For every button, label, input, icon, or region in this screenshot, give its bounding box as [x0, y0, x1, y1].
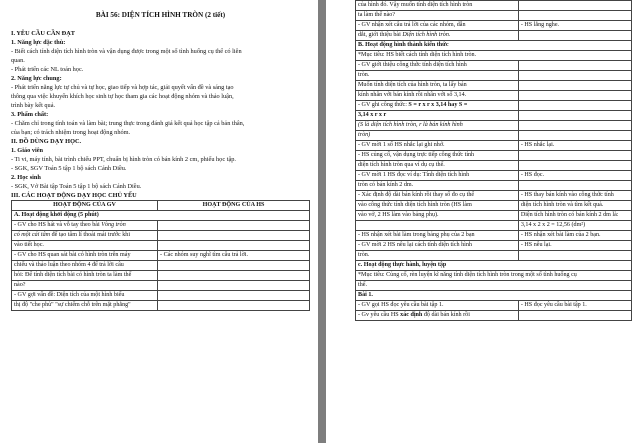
student-activity-cell	[518, 81, 631, 91]
table-row	[12, 241, 310, 251]
teacher-activity-cell	[356, 11, 519, 21]
cell-text: ta làm thế nào?	[358, 12, 396, 18]
student-activity-cell	[158, 231, 310, 241]
student-activity-cell	[518, 151, 631, 161]
table-row	[356, 221, 632, 231]
cell-text: Muốn tính diện tích của hình tròn, ta lấy bán	[358, 82, 467, 88]
cell-text: - GV cho HS quan sát bài có hình tròn trên máy	[14, 252, 131, 258]
table-row	[356, 111, 632, 121]
header-student-activity: HOẠT ĐỘNG CỦA HS	[158, 201, 310, 211]
cell-text: tròn.	[358, 252, 370, 258]
paragraph-line: - SGK, SGV Toán 5 tập 1 bộ sách Cánh Diều.	[11, 165, 127, 172]
student-activity-cell	[158, 221, 310, 231]
section-cell: B. Hoạt động hình thành kiến thức	[356, 41, 632, 51]
cell-text: - GV giới thiệu công thức tính diện tích hình	[358, 62, 467, 68]
left-page	[0, 0, 318, 443]
cell-text: - HS đọc yêu cầu bài tập 1.	[520, 302, 587, 308]
cell-text: - GV cho HS hát và vỗ tay theo bài	[14, 222, 102, 228]
teacher-activity-cell	[356, 241, 519, 251]
student-activity-cell	[158, 301, 310, 311]
section-row	[356, 41, 632, 51]
teacher-activity-cell	[356, 61, 519, 71]
teacher-activity-cell	[356, 21, 519, 31]
teacher-activity-cell	[356, 251, 519, 261]
section-row	[356, 261, 632, 271]
table-row	[356, 101, 632, 111]
cell-text: S = r x r x 3,14 hay S =	[408, 102, 468, 108]
cell-text: tròn.	[358, 72, 370, 78]
student-activity-cell	[518, 91, 631, 101]
activity-table-right	[355, 0, 632, 321]
section-heading: 1. Giáo viên	[11, 147, 44, 154]
teacher-activity-cell	[356, 231, 519, 241]
teacher-activity-cell	[356, 221, 519, 231]
cell-text: - HS lắng nghe.	[520, 22, 560, 28]
table-row	[12, 231, 310, 241]
cell-text: có một cái tâm	[14, 232, 51, 238]
table-row	[356, 301, 632, 311]
student-activity-cell	[518, 141, 631, 151]
lesson-intro	[11, 29, 310, 200]
table-row	[356, 31, 632, 41]
student-activity-cell	[518, 221, 631, 231]
cell-text: (S là diện tích hình tròn, r là bán kính hình	[358, 122, 463, 128]
section-heading: I. YÊU CẦU CẦN ĐẠT	[11, 30, 75, 37]
lesson-title: BÀI 56: DIỆN TÍCH HÌNH TRÒN (2 tiết)	[95, 11, 226, 19]
section-row	[356, 291, 632, 301]
cell-text: nào?	[14, 282, 26, 288]
table-row	[12, 291, 310, 301]
cell-text: - Các nhóm suy nghĩ tìm câu trả lời.	[160, 252, 249, 258]
section-row	[12, 211, 310, 221]
cell-text: - HS nhận xét bài làm trong bảng phụ của 2 bạn	[358, 232, 475, 238]
cell-text: thị độ "che phủ" "sự chiếm chỗ trên mặt phẳng"	[14, 302, 131, 308]
paragraph-line: quan.	[11, 57, 25, 64]
cell-text: 3,14 x r x r	[358, 112, 387, 118]
section-cell: thể.	[356, 281, 632, 291]
cell-text: - GV mời 1 số HS nhắc lại ghi nhớ.	[358, 142, 445, 148]
teacher-activity-cell	[12, 281, 158, 291]
table-row	[356, 311, 632, 321]
student-activity-cell	[518, 71, 631, 81]
teacher-activity-cell	[356, 121, 519, 131]
cell-text: Diện tích hình tròn có bán kính 2 dm là:	[520, 212, 619, 218]
table-row	[356, 141, 632, 151]
section-heading: 2. Học sinh	[11, 174, 41, 181]
right-page	[326, 0, 640, 443]
table-row	[356, 191, 632, 201]
cell-text: 3,14 x 2 x 2 = 12,56 (dm²)	[520, 222, 586, 228]
student-activity-cell	[518, 211, 631, 221]
teacher-activity-cell	[356, 191, 519, 201]
section-cell: Bài 1.	[356, 291, 632, 301]
teacher-activity-cell	[356, 181, 519, 191]
student-activity-cell	[158, 281, 310, 291]
cell-text: kính nhân với bán kính rồi nhân với số 3,14.	[358, 92, 467, 98]
section-row	[356, 271, 632, 281]
table-row	[356, 231, 632, 241]
table-row	[356, 241, 632, 251]
cell-text: - GV gọi HS đọc yêu cầu bài tập 1.	[358, 302, 444, 308]
student-activity-cell	[518, 121, 631, 131]
table-row	[356, 181, 632, 191]
section-heading: 3. Phẩm chất:	[11, 111, 49, 118]
table-header-row	[12, 201, 310, 211]
teacher-activity-cell	[12, 231, 158, 241]
section-heading: III. CÁC HOẠT ĐỘNG DẠY HỌC CHỦ YẾU	[11, 192, 137, 199]
paragraph-line: - Phát triển các NL toán học.	[11, 66, 84, 73]
cell-text: tròn có bán kính 2 dm.	[358, 182, 414, 188]
student-activity-cell	[158, 241, 310, 251]
student-activity-cell	[158, 261, 310, 271]
student-activity-cell	[518, 241, 631, 251]
table-row	[356, 251, 632, 261]
teacher-activity-cell	[12, 271, 158, 281]
cell-text: của hình đó. Vậy muốn tính diện tích hình tròn	[358, 2, 473, 8]
table-row	[356, 171, 632, 181]
section-cell: c. Hoạt động thực hành, luyện tập	[356, 261, 632, 271]
section-row	[356, 51, 632, 61]
teacher-activity-cell	[356, 161, 519, 171]
table-row	[356, 151, 632, 161]
table-row	[356, 71, 632, 81]
cell-text: - Gv yêu cầu HS	[358, 312, 401, 318]
student-activity-cell	[518, 191, 631, 201]
student-activity-cell	[518, 161, 631, 171]
teacher-activity-cell	[356, 111, 519, 121]
teacher-activity-cell	[356, 201, 519, 211]
cell-text: Vòng tròn	[101, 222, 126, 228]
activity-table-left	[11, 200, 310, 311]
table-row	[356, 61, 632, 71]
cell-text: tròn)	[358, 132, 371, 138]
paragraph-line: - Biết cách tính diện tích hình tròn và vận dụng được trong một số tình huống cụ thể có liên	[11, 48, 242, 55]
student-activity-cell	[518, 11, 631, 21]
teacher-activity-cell	[356, 91, 519, 101]
teacher-activity-cell	[12, 241, 158, 251]
cell-text: - GV mời 1 HS đọc ví dụ: Tính diện tích hình	[358, 172, 470, 178]
student-activity-cell	[518, 301, 631, 311]
section-heading: 1. Năng lực đặc thù:	[11, 39, 66, 46]
paragraph-line: trình bày kết quả.	[11, 102, 56, 109]
table-row	[12, 281, 310, 291]
cell-text: - HS đọc.	[520, 172, 545, 178]
student-activity-cell	[158, 251, 310, 261]
paragraph-line: thông qua việc khuyến khích học sinh tự học tham gia các hoạt động nhóm và thảo luận,	[11, 93, 234, 100]
table-row	[356, 161, 632, 171]
teacher-activity-cell	[356, 151, 519, 161]
teacher-activity-cell	[356, 131, 519, 141]
table-row	[356, 21, 632, 31]
section-cell: *Mục tiêu: Củng cố, rèn luyện kĩ năng tính diện tích hình tròn trong một số tình huống cụ	[356, 271, 632, 281]
table-row	[356, 131, 632, 141]
cell-text: vào công thức tính diện tích hình tròn (HS làm	[358, 202, 472, 208]
section-heading: II. ĐỒ DÙNG DẠY HỌC.	[11, 138, 82, 145]
cell-text: - GV nhận xét câu trả lời của các nhóm, dẫn	[358, 22, 466, 28]
table-row	[356, 211, 632, 221]
student-activity-cell	[518, 231, 631, 241]
student-activity-cell	[158, 271, 310, 281]
table-row	[356, 81, 632, 91]
cell-text: - GV gợi vấn đề: Diện tích của một hình biểu	[14, 292, 125, 298]
cell-text: - HS nhắc lại.	[520, 142, 555, 148]
paragraph-line: - Chăm chỉ trong tính toán và làm bài; trung thực trong đánh giá kết quả học tập cả bản thân,	[11, 120, 245, 127]
teacher-activity-cell	[12, 261, 158, 271]
teacher-activity-cell	[356, 1, 519, 11]
student-activity-cell	[518, 201, 631, 211]
teacher-activity-cell	[356, 211, 519, 221]
teacher-activity-cell	[356, 301, 519, 311]
teacher-activity-cell	[356, 71, 519, 81]
student-activity-cell	[518, 61, 631, 71]
student-activity-cell	[518, 181, 631, 191]
cell-text: - HS thay bán kính vào công thức tính	[520, 192, 614, 198]
section-heading: 2. Năng lực chung:	[11, 75, 62, 82]
table-row	[12, 221, 310, 231]
cell-text: dắt, giới thiệu bài	[358, 32, 403, 38]
cell-text: xác định	[400, 312, 423, 318]
student-activity-cell	[518, 1, 631, 11]
table-row	[12, 251, 310, 261]
cell-text: vào vở, 2 HS làm vào bảng phụ).	[358, 212, 439, 218]
teacher-activity-cell	[356, 31, 519, 41]
table-row	[356, 1, 632, 11]
table-row	[12, 261, 310, 271]
student-activity-cell	[518, 31, 631, 41]
student-activity-cell	[518, 171, 631, 181]
paragraph-line: - SGK, Vở Bài tập Toán 5 tập 1 bộ sách Cánh Diều.	[11, 183, 142, 190]
section-cell: *Mục tiêu: HS biết cách tính diện tích hình tròn.	[356, 51, 632, 61]
cell-text: - HS nêu lại.	[520, 242, 552, 248]
teacher-activity-cell	[356, 141, 519, 151]
table-row	[356, 91, 632, 101]
teacher-activity-cell	[12, 291, 158, 301]
header-teacher-activity: HOẠT ĐỘNG CỦA GV	[12, 201, 158, 211]
cell-text: hỏi: Để tính diện tích bài có hình tròn ta làm thế	[14, 272, 132, 278]
student-activity-cell	[518, 251, 631, 261]
section-row	[356, 281, 632, 291]
cell-text: diện tích hình tròn qua ví dụ cụ thể.	[358, 162, 445, 168]
student-activity-cell	[158, 291, 310, 301]
cell-text: - GV mời 2 HS nêu lại cách tính diện tích hình	[358, 242, 472, 248]
cell-text: chiếu và thảo luận theo nhóm 4 để trả lời câu	[14, 262, 124, 268]
section-cell: A. Hoạt động khởi động (5 phút)	[12, 211, 310, 221]
student-activity-cell	[518, 131, 631, 141]
table-row	[356, 201, 632, 211]
teacher-activity-cell	[12, 301, 158, 311]
teacher-activity-cell	[356, 81, 519, 91]
cell-text: - HS nhận xét bài làm của 2 bạn.	[520, 232, 601, 238]
teacher-activity-cell	[12, 221, 158, 231]
teacher-activity-cell	[356, 171, 519, 181]
student-activity-cell	[518, 311, 631, 321]
table-row	[12, 301, 310, 311]
cell-text: vào tiết học.	[14, 242, 44, 248]
paragraph-line: - Ti vi, máy tính, bài trình chiếu PPT, chuẩn bị hình tròn có bán kính 2 cm, phiếu học tập.	[11, 156, 236, 163]
paragraph-line: - Phát triển năng lực tự chủ và tự học, giao tiếp và hợp tác, giải quyết vấn đề và sáng tạo	[11, 84, 234, 91]
table-row	[356, 11, 632, 21]
paragraph-line: của bạn; có trách nhiệm trong hoạt động nhóm.	[11, 129, 131, 136]
cell-text: - GV ghi công thức:	[358, 102, 409, 108]
teacher-activity-cell	[356, 101, 519, 111]
cell-text: để tạo tâm lí thoải mái trước khi	[50, 232, 131, 238]
table-row	[12, 271, 310, 281]
teacher-activity-cell	[356, 311, 519, 321]
table-row	[356, 121, 632, 131]
cell-text: - Xác định độ dài bán kính rồi thay số đo cụ thể	[358, 192, 475, 198]
cell-text: Diện tích hình tròn.	[402, 32, 451, 38]
cell-text: diện tích hình tròn và tìm kết quả.	[520, 202, 604, 208]
student-activity-cell	[518, 21, 631, 31]
teacher-activity-cell	[12, 251, 158, 261]
student-activity-cell	[518, 101, 631, 111]
student-activity-cell	[518, 111, 631, 121]
cell-text: - HS củng cố, vận dụng trực tiếp công thức tính	[358, 152, 475, 158]
cell-text: độ dài bán kính rồi	[422, 312, 470, 318]
